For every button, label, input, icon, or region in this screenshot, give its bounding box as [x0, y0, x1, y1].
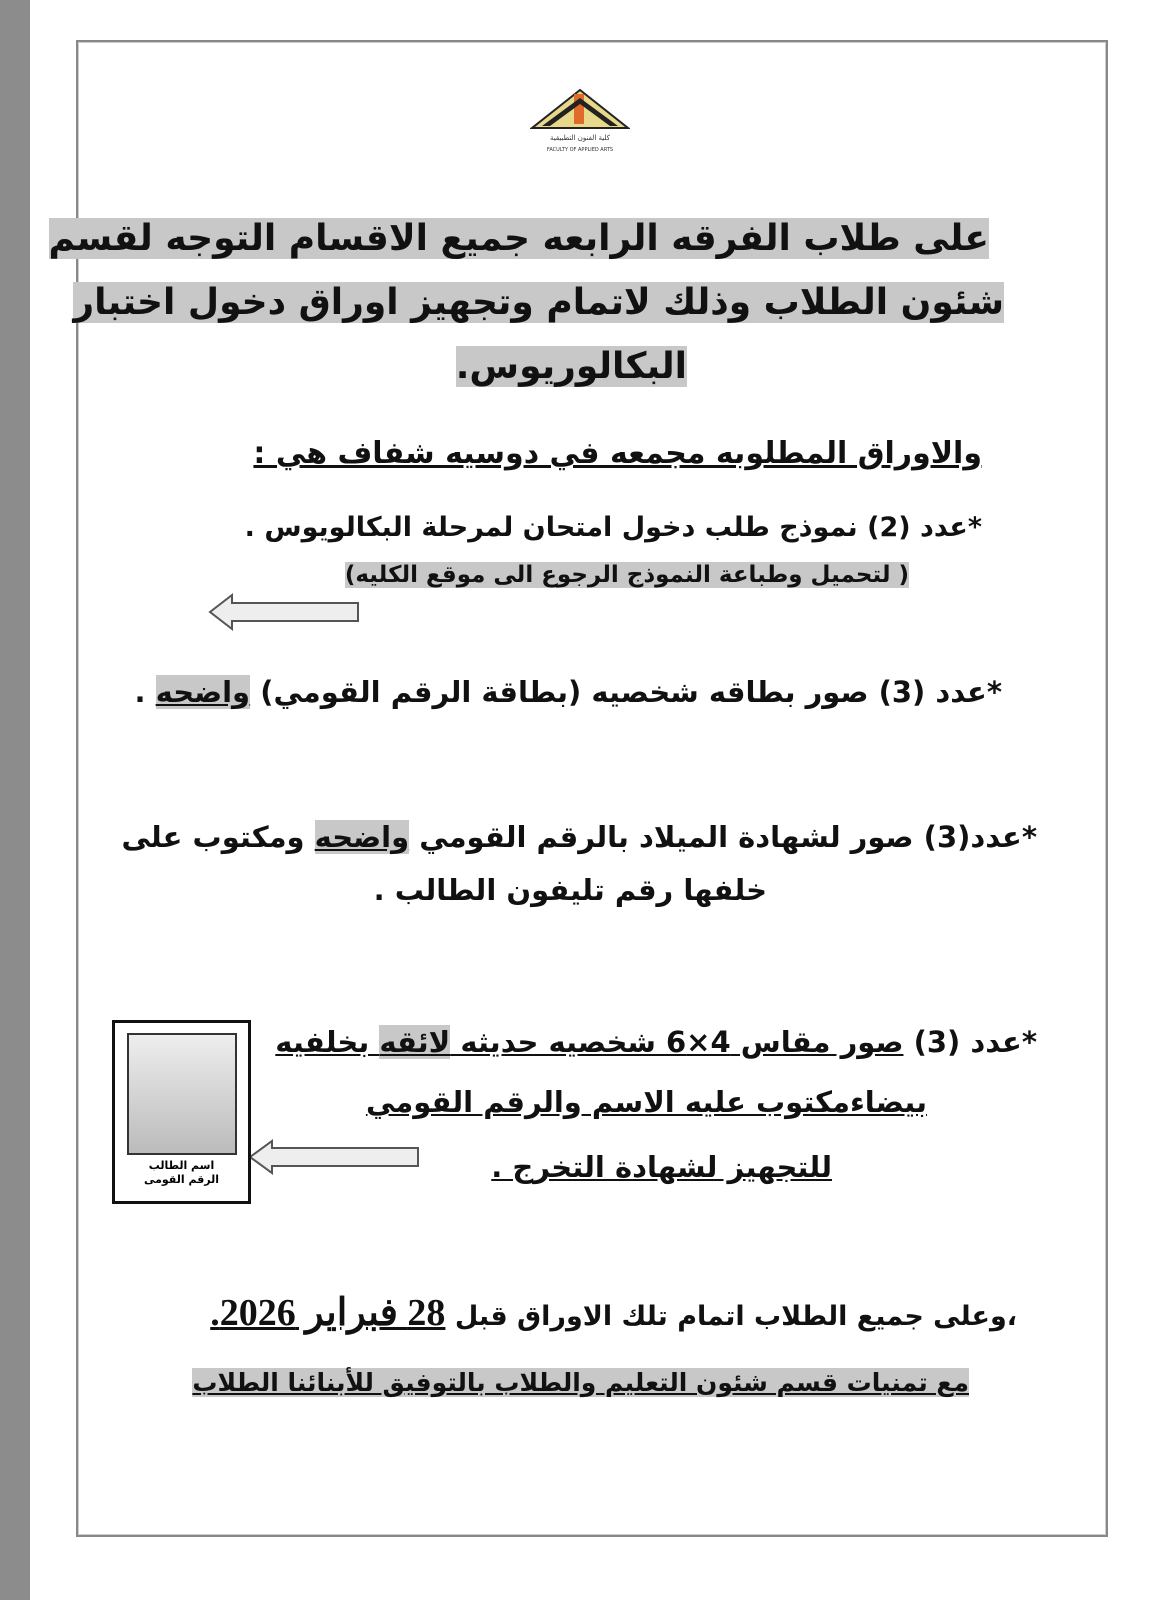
- item-2-text: *عدد (3) صور بطاقه شخصيه (بطاقة الرقم القومي) واضحه .: [134, 675, 1002, 709]
- photo-placeholder: [127, 1033, 237, 1155]
- left-arrow-icon: [208, 592, 360, 632]
- item-1-text: *عدد (2) نموذج طلب دخول امتحان لمرحلة البكالويوس .: [244, 512, 982, 543]
- photo-name-label: اسم الطالب: [148, 1159, 215, 1172]
- item-3-line-2: خلفها رقم تليفون الطالب .: [373, 873, 767, 907]
- item-4-line-3: للتجهيز لشهادة التخرج .: [491, 1150, 832, 1184]
- item-4-text: *عدد (3) صور مقاس 4×6 شخصيه حديثه لائقه بخلفيه: [275, 1025, 1037, 1059]
- heading-line-2: شئون الطلاب وذلك لاتمام وتجهيز اوراق دخول اختبار: [73, 282, 1004, 323]
- item-1-note: ( لتحميل وطباعة النموذج الرجوع الى موقع الكليه): [344, 562, 909, 588]
- svg-text:كلية الفنون التطبيقية: كلية الفنون التطبيقية: [549, 134, 611, 142]
- closing-text: مع تمنيات قسم شئون التعليم والطلاب بالتوفيق للأبنائنا الطلاب: [192, 1368, 969, 1397]
- photo-id-label: الرقم القومى: [143, 1173, 220, 1186]
- photo-sample: [112, 1020, 251, 1204]
- deadline-text: ،وعلى جميع الطلاب اتمام تلك الاوراق قبل 28 فبراير 2026.: [210, 1292, 1017, 1334]
- item-3-text: *عدد(3) صور لشهادة الميلاد بالرقم القومي واضحه ومكتوب على: [121, 820, 1037, 854]
- heading-line-3: البكالوريوس.: [455, 346, 687, 387]
- left-arrow-icon-2: [248, 1138, 420, 1176]
- item-4-line-2: بيضاءمكتوب عليه الاسم والرقم القومي: [365, 1085, 927, 1119]
- svg-text:FACULTY OF APPLIED ARTS: FACULTY OF APPLIED ARTS: [546, 147, 614, 153]
- left-margin-bar: [0, 0, 30, 1600]
- heading-line-1: على طلاب الفرقه الرابعه جميع الاقسام التوجه لقسم: [48, 218, 989, 259]
- required-papers-title: والاوراق المطلوبه مجمعه في دوسيه شفاف هي :: [253, 436, 982, 471]
- faculty-logo: [530, 88, 630, 158]
